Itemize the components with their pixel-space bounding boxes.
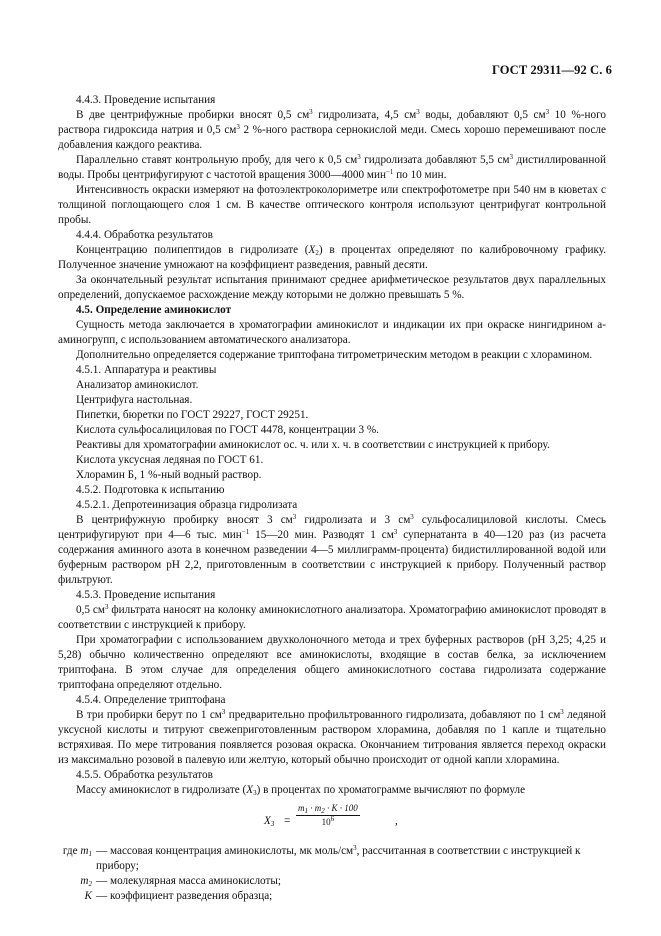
paragraph: Концентрацию полипептидов в гидролизате $(X_2)$ в процентах определяют по калибровочному графику. Полученное значение умножают на коэффициент разведения, равный десяти. [58, 244, 606, 271]
document-body [58, 93, 606, 904]
section-heading: Центрифуга настольная. [76, 394, 193, 406]
paragraph: В две центрифужные пробирки вносят 0,5 $см^3$ гидролизата, 4,5 $см^3$ воды, добавляют 0,5 $см^3$ 10 %-ного раствора гидроксида натрия и 0,5 $см^3$ 2 %-ного раствора сернокислой меди. Смесь хорошо перемешивают после добавления каждого реактива. [58, 108, 606, 151]
formula-lhs: $X_3$ [264, 815, 275, 828]
section-heading: Анализатор аминокислот. [76, 379, 199, 391]
paragraph: Параллельно ставят контрольную пробу, для чего к 0,5 $см^3$ гидролизата добавляют 5,5 $см^3$ дистиллированной воды. Пробы центрифугируют с частотой вращения 3000—4000 мин$^{-1}$ по 10 мин. [58, 153, 606, 181]
definition-symbol [58, 844, 96, 859]
definition-text: — коэффициент разведения образца; [96, 890, 273, 902]
formula-x3 [58, 802, 606, 842]
paragraph: В три пробирки берут по 1 $см^3$ предварительно профильтрованного гидролизата, добавляют по 1 $см^3$ ледяной уксусной кислоты и титруют свежеприготовленным раствором хлорамина, добавляя по 1 капле и тщательно встряхивая. По мере титрования появляется розовая окраска. Окончанием титрования является переход окраски из максимально розовой в палевую или желтую, который обычно происходит от одной капли хлорамина. [58, 708, 606, 766]
section-heading: 4.5.4. Определение триптофана [76, 694, 226, 706]
section-heading: 4.5.2. Подготовка к испытанию [76, 484, 225, 496]
paragraph: 0,5 $см^3$ фильтрата наносят на колонку аминокислотного анализатора. Хроматографию аминокислот проводят в соответствии с инструкцией к прибору. [58, 603, 607, 631]
definition-symbol-text: $m_2$ [80, 875, 92, 888]
definition-symbol-text: $m_1$ [80, 845, 92, 858]
section-heading: 4.4.3. Проведение испытания [76, 94, 216, 106]
paragraph: Реактивы для хроматографии аминокислот ос. ч. или х. ч. в соответствии с инструкцией к прибору. [76, 439, 550, 451]
formula-denominator: $10^6$ [321, 815, 335, 827]
paragraph: Интенсивность окраски измеряют на фотоэлектроколориметре или спектрофотометре при 540 нм в кюветах с толщиной поглощающего слоя 1 см. В качестве оптического контроля используют центрифугат контрольной пробы. [58, 184, 606, 226]
section-heading: 4.5.1. Аппаратура и реактивы [76, 364, 217, 376]
definition-prefix: где [62, 845, 78, 857]
definition-row [58, 889, 606, 904]
section-heading: 4.5. Определение аминокислот [76, 304, 232, 316]
formula-fraction [296, 802, 360, 829]
section-heading: 4.5.5. Обработка результатов [76, 769, 213, 781]
paragraph: В центрифужную пробирку вносят 3 $см^3$ гидролизата и 3 $см^3$ сульфосалициловой кислоты. Смесь центрифугируют при 4—6 тыс. мин$^{-1}$ 15—20 мин. Разводят 1 $см^3$ супернатанта в 40—120 раз (из расчета содержания аминного азота в конечном разведении 4—5 миллиграмм-процента) бидистиллированной водой или буферным раствором рН 2,2, приготовленным в соответствии с инструкцией к прибору. Полученный раствор фильтруют. [58, 513, 607, 586]
formula-trail: , [395, 815, 398, 827]
section-heading: Хлорамин Б, 1 %-ный водный раствор. [76, 469, 262, 481]
section-heading: Пипетки, бюретки по ГОСТ 29227, ГОСТ 29251. [76, 409, 309, 421]
paragraph: За окончательный результат испытания принимают среднее арифметическое результатов двух параллельных определений, допускаемое расхождение между которыми не должно превышать 5 %. [58, 274, 606, 301]
formula-numerator: $m_1 \cdot m_2 \cdot K \cdot 100$ [298, 803, 358, 815]
page-header: ГОСТ 29311—92 С. 6 [491, 63, 612, 77]
definition-symbol-text: K [84, 890, 92, 902]
definition-row [58, 844, 606, 874]
paragraph: Дополнительно определяется содержание триптофана титрометрическим методом в реакции с хлорамином. [76, 349, 593, 361]
definition-row [58, 874, 606, 889]
section-heading: 4.5.3. Проведение испытания [76, 589, 216, 601]
section-heading: 4.5.2.1. Депротеинизация образца гидролизата [76, 499, 298, 511]
section-heading: Кислота сульфосалициловая по ГОСТ 4478, концентрации 3 %. [76, 424, 379, 436]
definition-text: — молекулярная масса аминокислоты; [96, 875, 281, 887]
section-heading: 4.4.4. Обработка результатов [76, 229, 213, 241]
section-heading: Кислота уксусная ледяная по ГОСТ 61. [76, 454, 264, 466]
definition-symbol [58, 889, 96, 904]
formula-equals: = [284, 815, 291, 827]
variable-definitions [58, 844, 606, 904]
definition-text: — массовая концентрация аминокислоты, мк моль/$см^3$, рассчитанная в соответствии с инструкцией к прибору; [96, 844, 581, 872]
paragraph: При хроматографии с использованием двухколоночного метода и трех буферных растворов (рН 3,25; 4,25 и 5,28) обычно количественно определяют все аминокислоты, входящие в состав белка, за исключением триптофана. В этом случае для определения общего аминокислотного состава гидролизата содержание триптофана определяют отдельно. [58, 634, 606, 691]
definition-symbol [58, 874, 96, 889]
paragraph: Массу аминокислот в гидролизате $(X_3)$ в процентах по хроматограмме вычисляют по формуле [76, 784, 526, 797]
paragraph-list [58, 93, 606, 798]
paragraph: Сущность метода заключается в хроматографии аминокислот и индикации их при окраске нингидрином а-аминогрупп, с использованием автоматического анализатора. [58, 319, 606, 346]
